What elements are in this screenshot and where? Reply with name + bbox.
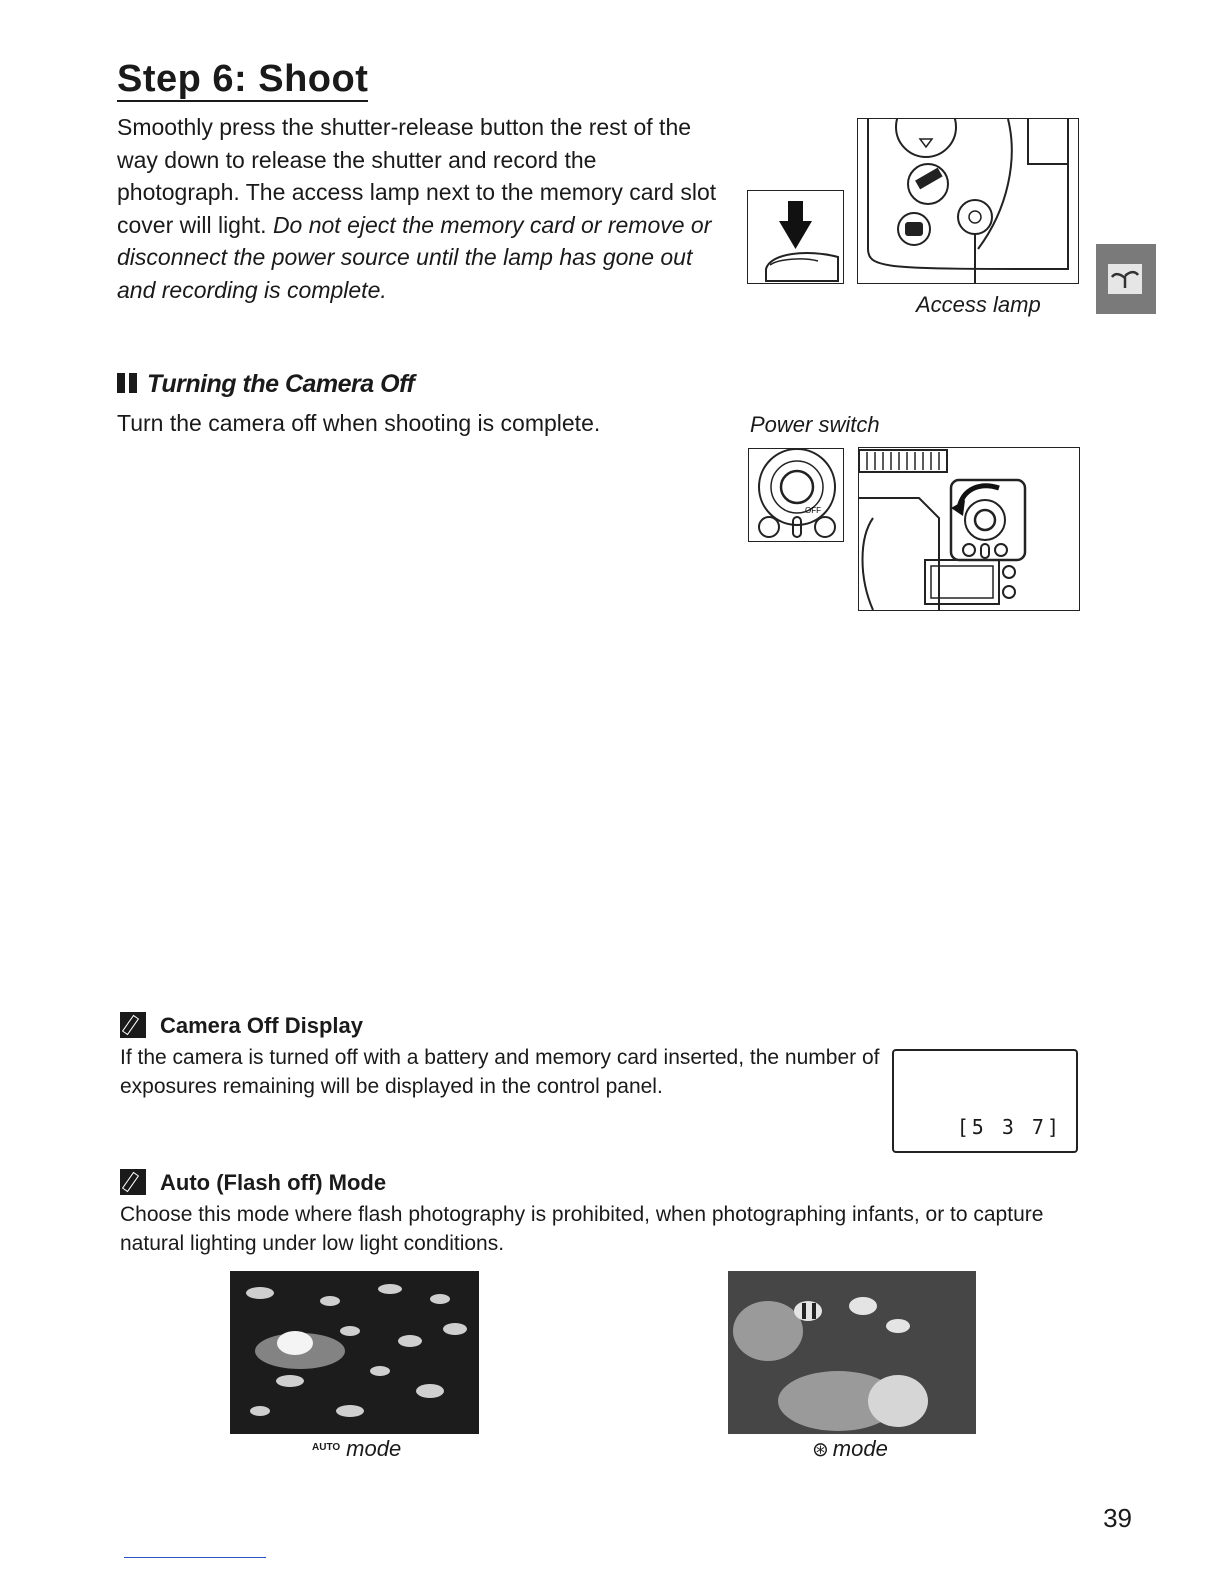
shutter-press-icon — [748, 191, 843, 283]
camera-top-icon — [859, 448, 1079, 610]
camera-back-icon — [858, 119, 1078, 283]
section-tab — [1096, 244, 1156, 314]
note-text: Choose this mode where flash photography is prohibited, when photographing infants, or to capture natural lighting under low light conditions. — [120, 1203, 1044, 1255]
footer-rule — [124, 1557, 266, 1558]
shutter-press-illustration — [747, 190, 844, 284]
mode-caption-text: mode — [346, 1436, 402, 1461]
auto-mode-photo — [230, 1271, 479, 1434]
auto-mode-caption — [312, 1436, 401, 1462]
note-camera-off-display — [120, 1012, 880, 1101]
note-title — [120, 1012, 880, 1039]
power-switch-caption: Power switch — [750, 412, 880, 437]
exposures-remaining-value: [5 3 7] — [956, 1115, 1062, 1139]
page-number: 39 — [1103, 1503, 1132, 1533]
sprout-icon — [1096, 244, 1156, 314]
note-title-text: Camera Off Display — [160, 1013, 363, 1038]
intro-plain: Smoothly press the shutter-release button the rest of the way down to release the shutter and record the photograph. The access lamp next to the memory card slot cover will light. — [117, 114, 717, 238]
power-switch-closeup — [748, 448, 844, 542]
camera-back-illustration — [857, 118, 1079, 284]
control-panel-display — [892, 1049, 1078, 1153]
note-auto-flash-off — [120, 1169, 1090, 1258]
pencil-note-icon — [120, 1012, 146, 1038]
intro-warning: Do not eject the memory card or remove or disconnect the power source until the lamp has gone out and recording is complete. — [117, 211, 712, 303]
flash-off-mode-caption — [812, 1436, 888, 1462]
reef-photo-image — [728, 1271, 976, 1434]
access-lamp-caption: Access lamp — [916, 292, 1041, 317]
section-heading — [117, 370, 414, 399]
section-marker-icon — [117, 373, 139, 393]
camera-top-illustration — [858, 447, 1080, 611]
page-title: Step 6: Shoot — [117, 58, 369, 100]
auto-mode-symbol: AUTO — [312, 1442, 341, 1453]
note-title-text: Auto (Flash off) Mode — [160, 1170, 387, 1195]
fish-photo-image — [230, 1271, 479, 1434]
switch-off-label: OFF — [805, 506, 821, 515]
note-title — [120, 1169, 1090, 1196]
note-text: If the camera is turned off with a battery and memory card inserted, the number of exposures remaining will be displayed in the control panel. — [120, 1046, 880, 1098]
flash-off-symbol: ⊛ — [812, 1439, 829, 1461]
power-switch-icon — [749, 449, 843, 541]
intro-paragraph — [117, 111, 717, 306]
section-heading-text: Turning the Camera Off — [147, 370, 415, 398]
section-paragraph: Turn the camera off when shooting is complete. — [117, 410, 601, 436]
pencil-note-icon — [120, 1169, 146, 1195]
mode-caption-text: mode — [832, 1436, 888, 1461]
flash-off-mode-photo — [728, 1271, 976, 1434]
